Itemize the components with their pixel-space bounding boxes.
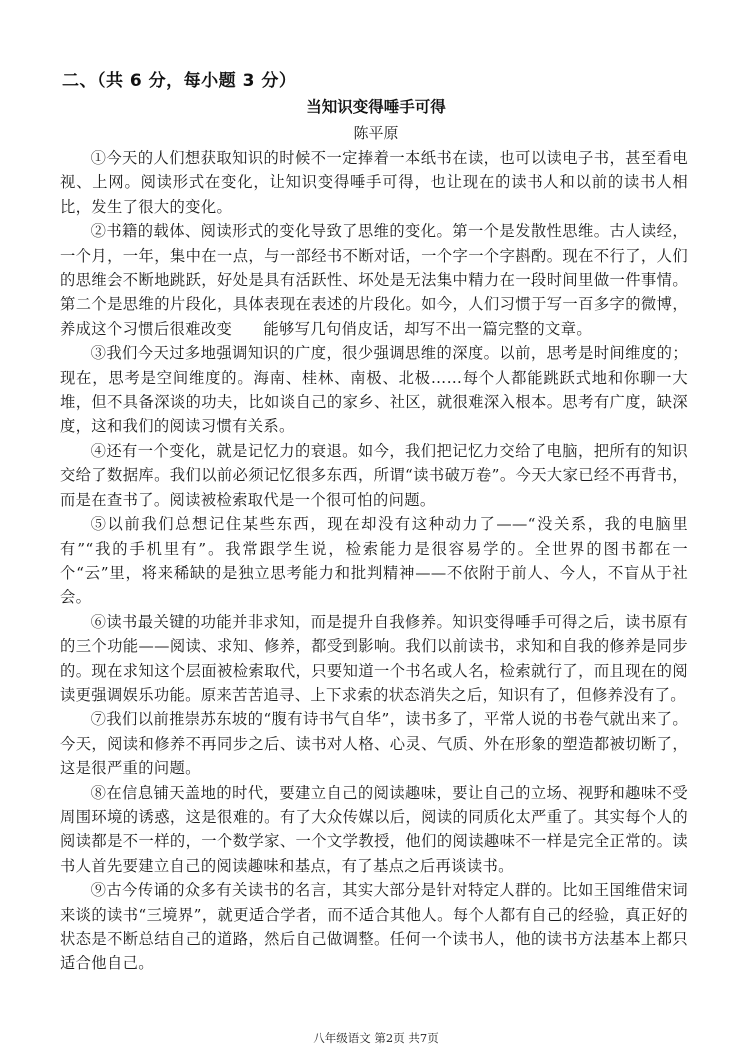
paragraph-1: ①今天的人们想获取知识的时候不一定捧着一本纸书在读，也可以读电子书，甚至看电视、上网。阅读形式在变化，让知识变得唾手可得，也让现在的读书人和以前的读书人相比，发生了很大的变化。 (60, 149, 688, 216)
paragraph-7: ⑦我们以前推崇苏东坡的“腹有诗书气自华”，读书多了，平常人说的书卷气就出来了。今天，阅读和修养不再同步之后、读书对人格、心灵、气质、外在形象的塑造都被切断了，这是很严重的问题。 (60, 710, 688, 778)
paragraph-5: ⑤以前我们总想记住某些东西，现在却没有这种动力了——“没关系，我的电脑里有”“我的手机里有”。我常跟学生说，检索能力是很容易学的。全世界的图书都在一个“云”里，将来稀缺的是独立思考能力和批判精神——不依附于前人、今人，不盲从于社会。 (60, 515, 688, 607)
paragraph-9: ⑨古今传诵的众多有关读书的名言，其实大部分是针对特定人群的。比如王国维借宋词来谈的读书“三境界”，就更适合学者，而不适合其他人。每个人都有自己的经验，真正好的状态是不断总结自己的道路，然后自己做调整。任何一个读书人，他的读书方法基本上都只适合他自己。 (60, 881, 688, 973)
section-heading: 二、（共 6 分，每小题 3 分） (62, 71, 297, 91)
paragraph-3: ③我们今天过多地强调知识的广度，很少强调思维的深度。以前，思考是时间维度的；现在，思考是空间维度的。海南、桂林、南极、北极……每个人都能跳跃式地和你聊一大堆，但不具备深谈的功夫，比如谈自己的家乡、社区，就很难深入根本。思考有广度，缺深度，这和我们的阅读习惯有关系。 (60, 344, 688, 436)
article-author: 陈平原 (353, 124, 399, 142)
paragraph-6: ⑥读书最关键的功能并非求知，而是提升自我修养。知识变得唾手可得之后，读书原有的三个功能——阅读、求知、修养，都受到影响。我们以前读书，求知和自我的修养是同步的。现在求知这个层面被检索取代，只要知道一个书名或人名，检索就行了，而且现在的阅读更强调娱乐功能。原来苦苦追寻、上下求索的状态消失之后，知识有了，但修养没有了。 (60, 612, 688, 704)
article-body (60, 146, 688, 976)
paragraph-4: ④还有一个变化，就是记忆力的衰退。如今，我们把记忆力交给了电脑，把所有的知识交给了数据库。我们以前必须记忆很多东西，所谓“读书破万卷”。今天大家已经不再背书，而是在查书了。阅读被检索取代是一个很可怕的问题。 (60, 441, 688, 509)
page-footer: 八年级语文 第2页 共7页 (313, 1031, 439, 1045)
article-title: 当知识变得唾手可得 (306, 98, 446, 116)
paragraph-2: ②书籍的载体、阅读形式的变化导致了思维的变化。第一个是发散性思维。古人读经，一个月，一年，集中在一点，与一部经书不断对话，一个字一个字斟酌。现在不行了，人们的思维会不断地跳跃，好处是具有活跃性、坏处是无法集中精力在一段时间里做一件事情。第二个是思维的片段化，具体表现在表述的片段化。如今，人们习惯于写一百多字的微博，养成这个习惯后很难改变 能够写几句俏皮话，却写不出一篇完整的文章。 (60, 222, 688, 338)
paragraph-8: ⑧在信息铺天盖地的时代，要建立自己的阅读趣味，要让自己的立场、视野和趣味不受周围环境的诱惑，这是很难的。有了大众传媒以后，阅读的同质化太严重了。其实每个人的阅读都是不一样的，一个数学家、一个文学教授，他们的阅读趣味不一样是完全正常的。读书人首先要建立自己的阅读趣味和基点，有了基点之后再谈读书。 (60, 783, 688, 875)
